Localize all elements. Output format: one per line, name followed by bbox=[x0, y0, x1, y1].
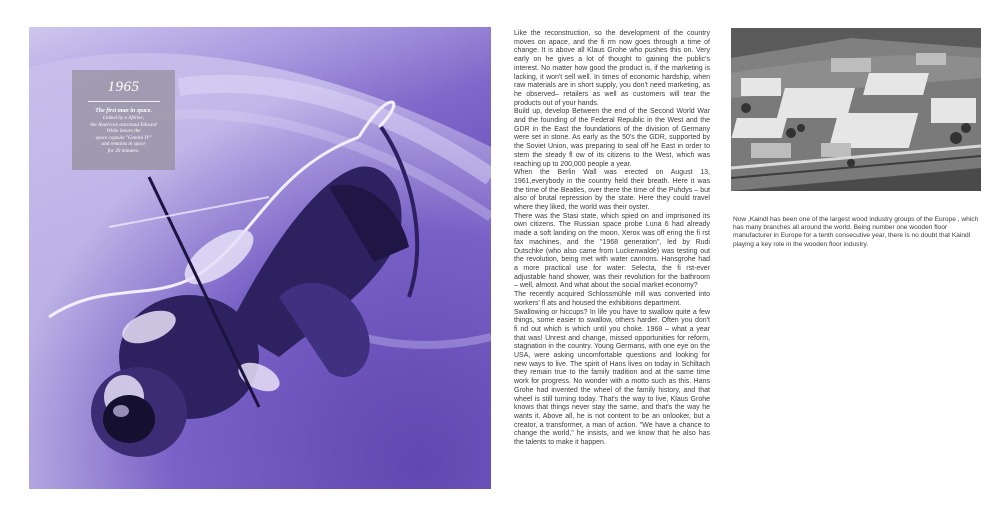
factory-illustration bbox=[731, 28, 981, 191]
caption-year: 1965 bbox=[107, 79, 140, 95]
article-paragraph: Build up, develop Between the end of the Second World War and the founding of the Federal Republic in the West and the GDR in the East the foundations of the division of Germany were set in stone. As early as the 50's the GDR, supported by the Soviet Union, was preparing to seal off he East in order to stem the steady fl ow of its citizens to the West, which was reaching up to 200,000 people a year. bbox=[514, 108, 710, 168]
article-paragraph: Like the reconstruction, so the development of the country moves on apace, and the fi rm now goes through a time of change. It is above all Klaus Grohe who pushes this on. Very early on he gives a lot of thought to gaining the public's interest. No matter how good the product is, if the marketing is lacking, it won't sell well. In times of economic hardship, when raw materials are in short supply, you don't need marketing, as he observed– retailers as well as customers will tear the products out of your hands. bbox=[514, 30, 710, 107]
article-column bbox=[514, 30, 710, 448]
caption-line: space capsule "Gemini IV" bbox=[95, 134, 152, 141]
caption-line: the American astronaut Edward bbox=[90, 121, 157, 128]
astronaut-photo bbox=[29, 27, 491, 489]
caption-line: and remains in space bbox=[101, 141, 146, 147]
caption-box bbox=[72, 70, 175, 170]
caption-line: Linked by a lifeline, bbox=[102, 115, 145, 121]
article-paragraph: The recently acquired Schlossmühle mill was converted into workers' fl ats and housed the exhibitions department. bbox=[514, 291, 710, 307]
article-paragraph: Swallowing or hiccups? In life you have to swallow quite a few things, some easier to swallow, others harder. Often you don't fi nd out which is which until you choke. 1968 – what a year that was! Unrest and change, missed opportunities for reform, stagnation in the country. Young Germans, with one eye on the USA, were asking uncomfortable questions and looking for new ways to live. The spirit of Hans lives on today in Schiltach they remain true to the family tradition and at the same time work for progress. No wonder with a motto such as this. Hans Grohe had invented the wheel of the family history, and that wheel is still turning today. That's the way to live, Klaus Grohe knows that things never stay the same, and that's the way he wants it. Above all, he is not content to be an onlooker, but a creator, a transformer, a man of action. "We have a chance to change the world," he insists, and we know that he also has the talents to make it happen. bbox=[514, 308, 710, 447]
caption-text bbox=[72, 115, 175, 154]
side-paragraph: Now ,Kaindl has been one of the largest wood industry groups of the Europe , which has many branches all around the world. Being number one wooden floor manufacturer in Europe for a tenth consecutive year, there is no doubt that Kaindl playing a key role in the wooden floor industry. bbox=[733, 216, 979, 248]
caption-line: White leaves the bbox=[106, 128, 141, 134]
article-paragraph: There was the Stasi state, which spied on and imprisoned its own citizens. The Russian space probe Luna 6 had already made a soft landing on the moon. Xerox was off ering the fi rst fax machines, and the "1968 generation", led by Rudi Dutschke (who also came from Luckenwalde) was testing out the revolution, being met with water cannons. Hansgrohe had a more practical use for water: Selecta, the fi rst-ever adjustable hand shower, was their revolution for the bathroom – well, almost. And what about the social market economy? bbox=[514, 212, 710, 290]
caption-line: for 20 minutes. bbox=[107, 147, 140, 154]
aerial-factory-photo bbox=[731, 28, 981, 191]
caption-divider bbox=[88, 101, 160, 102]
article-paragraph: When the Berlin Wall was erected on August 13, 1961,everybody in the country held their breath. Here it was the time of the Beatles, over there the time of the Puhdys – but also of brutal repression by the state. Here they could travel where they liked, the world was their oyster. bbox=[514, 169, 710, 212]
caption-headline: The first man in space. bbox=[95, 108, 152, 114]
